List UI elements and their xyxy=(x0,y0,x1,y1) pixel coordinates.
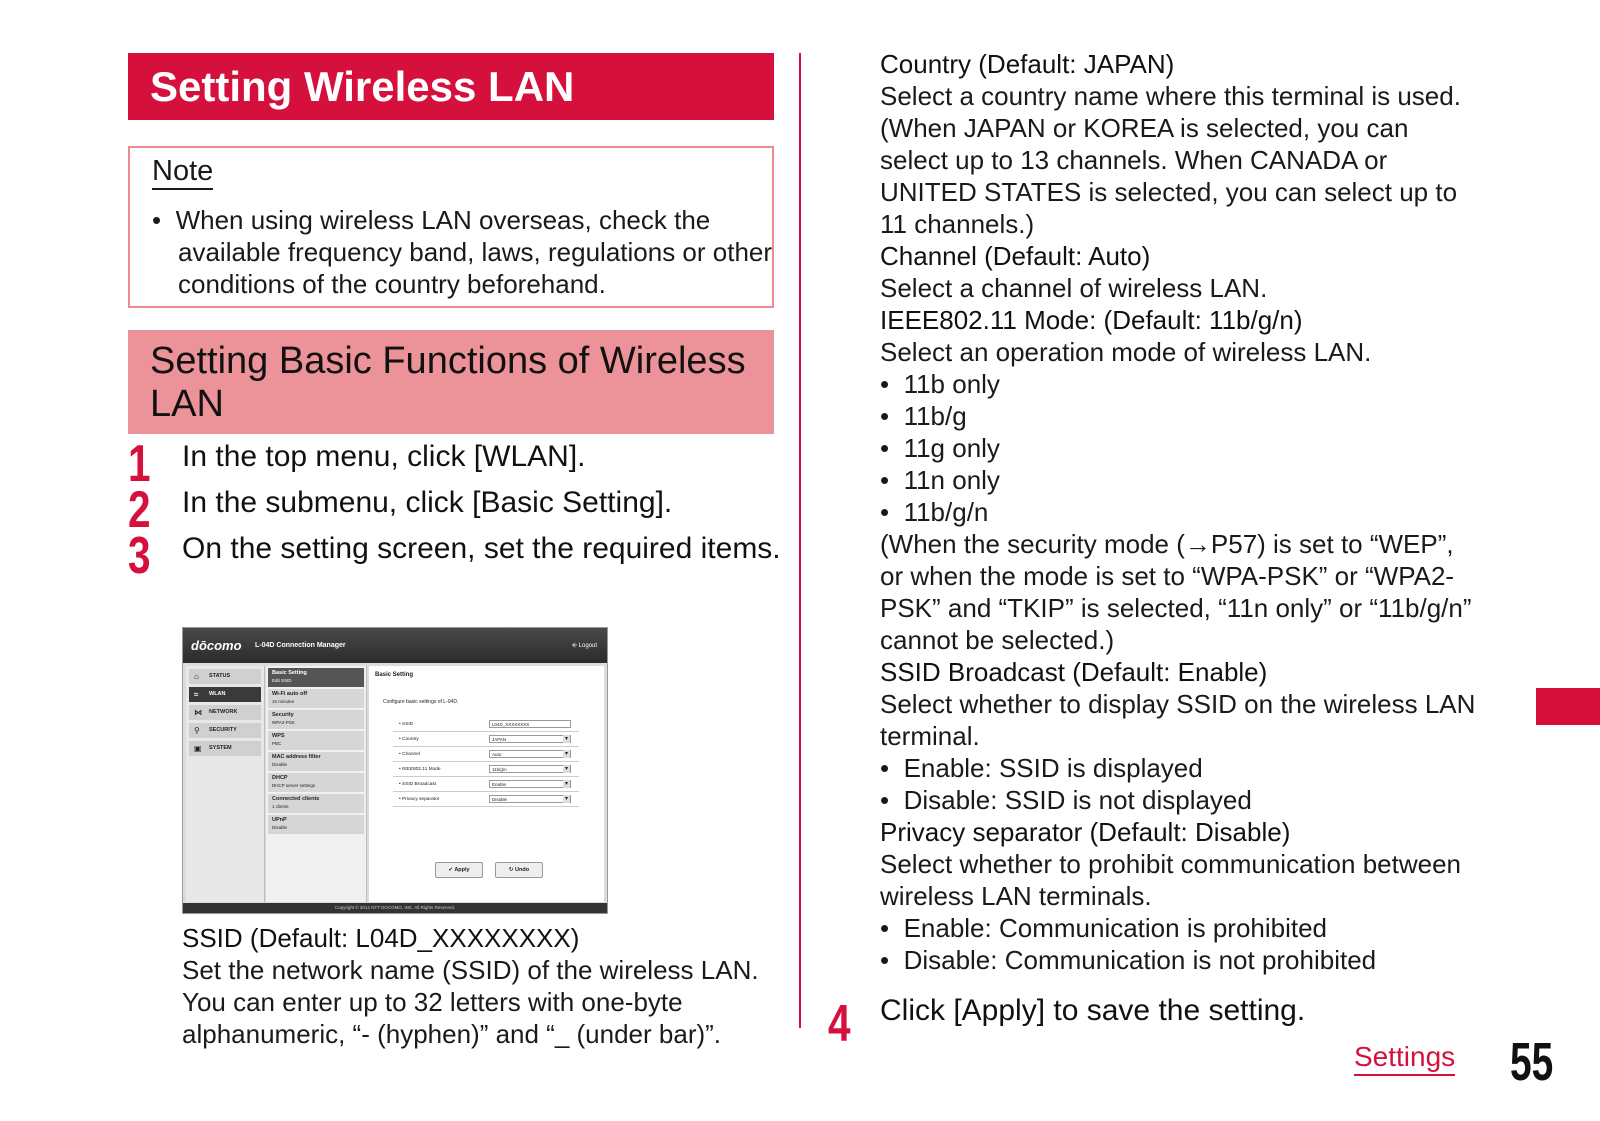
submenu-value: 1 clients xyxy=(272,804,289,809)
panel-description: Configure basic settings of L-04D. xyxy=(383,699,459,705)
submenu-value: Disable xyxy=(272,762,288,767)
form-row-mode xyxy=(393,763,579,777)
field-label: • Channel xyxy=(399,752,420,757)
field-label: • Country xyxy=(399,737,419,742)
home-icon: ⌂ xyxy=(194,672,199,681)
note-heading: Note xyxy=(152,154,213,190)
submenu-value: 10 minutes xyxy=(272,699,295,704)
nav-label: SYSTEM xyxy=(209,745,232,751)
bullet: • xyxy=(152,205,162,235)
submenu-item-upnp[interactable] xyxy=(268,815,364,834)
section-link[interactable]: Settings xyxy=(1354,1040,1455,1076)
form-row-privacy xyxy=(393,793,579,807)
key-icon: ⚲ xyxy=(194,726,200,735)
system-icon: ▣ xyxy=(194,744,202,753)
form-row-country xyxy=(393,733,579,747)
nav-network[interactable] xyxy=(189,705,261,720)
submenu-item-basic-setting[interactable] xyxy=(268,668,364,687)
submenu-item-connected-clients[interactable] xyxy=(268,794,364,813)
docomo-logo: dōcomo xyxy=(191,638,242,653)
mode-heading: IEEE802.11 Mode: (Default: 11b/g/n) xyxy=(880,305,1303,335)
field-label: • IEEE802.11 Mode xyxy=(399,767,441,772)
list-item: • 11b only xyxy=(880,369,1000,399)
channel-heading: Channel (Default: Auto) xyxy=(880,241,1151,271)
undo-label: Undo xyxy=(515,867,530,873)
field-label: • SSID xyxy=(399,722,414,727)
form-row-broadcast xyxy=(393,778,579,792)
main-nav xyxy=(186,666,265,902)
list-item: • Disable: Communication is not prohibited xyxy=(880,945,1377,975)
column-divider xyxy=(799,53,801,1028)
chapter-tab xyxy=(1536,688,1600,725)
submenu-title: DHCP xyxy=(272,775,288,781)
logout-label: Logout xyxy=(578,643,597,649)
screenshot-header xyxy=(183,628,607,663)
field-label: • SSID Broadcast xyxy=(399,782,437,787)
country-description: Select a country name where this terminal is used. (When JAPAN or KOREA is selected, you can select up to 13 channels. When CANADA or UNITED STATES is selected, you can select up to 11 channels.) xyxy=(880,81,1461,239)
field-label: • Privacy separator xyxy=(399,797,440,802)
privacy-description: Select whether to prohibit communication between wireless LAN terminals. xyxy=(880,849,1461,911)
step-number-4: 4 xyxy=(828,995,851,1053)
submenu-item-wifi-auto-off[interactable] xyxy=(268,689,364,708)
network-icon: ⋈ xyxy=(194,708,202,717)
submenu-value: DHCP server settings xyxy=(272,783,316,788)
logout-link[interactable]: ⎆ Logout xyxy=(572,643,597,649)
step-number-3: 3 xyxy=(128,527,151,585)
apply-button[interactable]: ✔ Apply xyxy=(435,862,483,878)
submenu-item-dhcp[interactable] xyxy=(268,773,364,792)
step-text-3: On the setting screen, set the required items. xyxy=(182,532,781,565)
list-item: • 11g only xyxy=(880,433,1000,463)
note-body: When using wireless LAN overseas, check the available frequency band, laws, regulations or other conditions of the country beforehand. xyxy=(175,205,773,299)
submenu-title: Security xyxy=(272,712,294,718)
submenu-value: Disable xyxy=(272,825,288,830)
submenu xyxy=(266,666,367,902)
submenu-title: MAC address filter xyxy=(272,754,321,760)
submenu-value: WPA2-PSK xyxy=(272,720,295,725)
nav-label: SECURITY xyxy=(209,727,237,733)
channel-description: Select a channel of wireless LAN. xyxy=(880,273,1268,303)
broadcast-select[interactable]: Enable ▾ xyxy=(489,780,571,788)
submenu-title: Wi-Fi auto off xyxy=(272,691,308,697)
step-number-2: 2 xyxy=(128,481,151,539)
nav-security[interactable] xyxy=(189,723,261,738)
list-item: • Enable: SSID is displayed xyxy=(880,753,1203,783)
submenu-item-security[interactable] xyxy=(268,710,364,729)
country-heading: Country (Default: JAPAN) xyxy=(880,49,1175,79)
ssid-input[interactable]: L04D_XXXXXXXX xyxy=(489,720,571,728)
submenu-value: Edit SSID xyxy=(272,678,292,683)
nav-system[interactable] xyxy=(189,741,261,756)
country-select[interactable]: JAPAN ▾ xyxy=(489,735,571,743)
router-screenshot xyxy=(182,627,608,914)
note-box xyxy=(128,146,774,308)
nav-label: NETWORK xyxy=(209,709,238,715)
form-row-ssid xyxy=(393,718,579,732)
submenu-item-mac-filter[interactable] xyxy=(268,752,364,771)
panel-title: Basic Setting xyxy=(375,672,414,678)
step-text-2: In the submenu, click [Basic Setting]. xyxy=(182,486,673,519)
submenu-title: Basic Setting xyxy=(272,670,307,676)
privacy-select[interactable]: Disable ▾ xyxy=(489,795,571,803)
list-item: • Disable: SSID is not displayed xyxy=(880,785,1252,815)
broadcast-description: Select whether to display SSID on the wireless LAN terminal. xyxy=(880,689,1476,751)
list-item: • 11b/g xyxy=(880,401,967,431)
submenu-title: UPnP xyxy=(272,817,287,823)
form-row-channel xyxy=(393,748,579,762)
nav-label: WLAN xyxy=(209,691,226,697)
submenu-item-wps[interactable] xyxy=(268,731,364,750)
nav-wlan[interactable] xyxy=(189,687,261,702)
section-heading: Setting Basic Functions of Wireless LAN xyxy=(128,330,774,434)
settings-panel xyxy=(369,666,604,902)
step-number-1: 1 xyxy=(128,435,151,493)
apply-label: Apply xyxy=(454,867,470,873)
page-title: Setting Wireless LAN xyxy=(128,53,774,120)
channel-select[interactable]: Auto ▾ xyxy=(489,750,571,758)
page-number: 55 xyxy=(1510,1032,1554,1092)
mode-note: (When the security mode (→P57) is set to “WEP”, or when the mode is set to “WPA-PSK” or “WPA2-PSK” and “TKIP” is selected, “11n only” or “11b/g/n” cannot be selected.) xyxy=(880,529,1472,655)
wifi-icon: ≈ xyxy=(194,690,199,699)
list-item: • Enable: Communication is prohibited xyxy=(880,913,1328,943)
submenu-value: PBC xyxy=(272,741,282,746)
step-text-4: Click [Apply] to save the setting. xyxy=(880,994,1306,1027)
submenu-title: Connected clients xyxy=(272,796,320,802)
mode-description: Select an operation mode of wireless LAN. xyxy=(880,337,1372,367)
broadcast-heading: SSID Broadcast (Default: Enable) xyxy=(880,657,1268,687)
right-column xyxy=(880,48,1480,976)
submenu-title: WPS xyxy=(272,733,285,739)
undo-button[interactable]: ↻ Undo xyxy=(495,862,543,878)
privacy-heading: Privacy separator (Default: Disable) xyxy=(880,817,1291,847)
step-text-1: In the top menu, click [WLAN]. xyxy=(182,440,586,473)
screenshot-footer: Copyright © 2012 NTT DOCOMO, INC. All Rights Reserved. xyxy=(183,903,607,913)
list-item: • 11n only xyxy=(880,465,1000,495)
app-title: L-04D Connection Manager xyxy=(255,642,346,649)
nav-label: STATUS xyxy=(209,673,231,679)
note-text xyxy=(152,204,788,300)
nav-status[interactable] xyxy=(189,669,261,684)
ssid-description: Set the network name (SSID) of the wireless LAN. You can enter up to 32 letters with one-byte alphanumeric, “- (hyphen)” and “_ (under bar)”. xyxy=(182,955,759,1049)
ssid-heading: SSID (Default: L04D_XXXXXXXX) xyxy=(182,923,580,953)
mode-select[interactable]: 11b/g/n ▾ xyxy=(489,765,571,773)
list-item: • 11b/g/n xyxy=(880,497,989,527)
